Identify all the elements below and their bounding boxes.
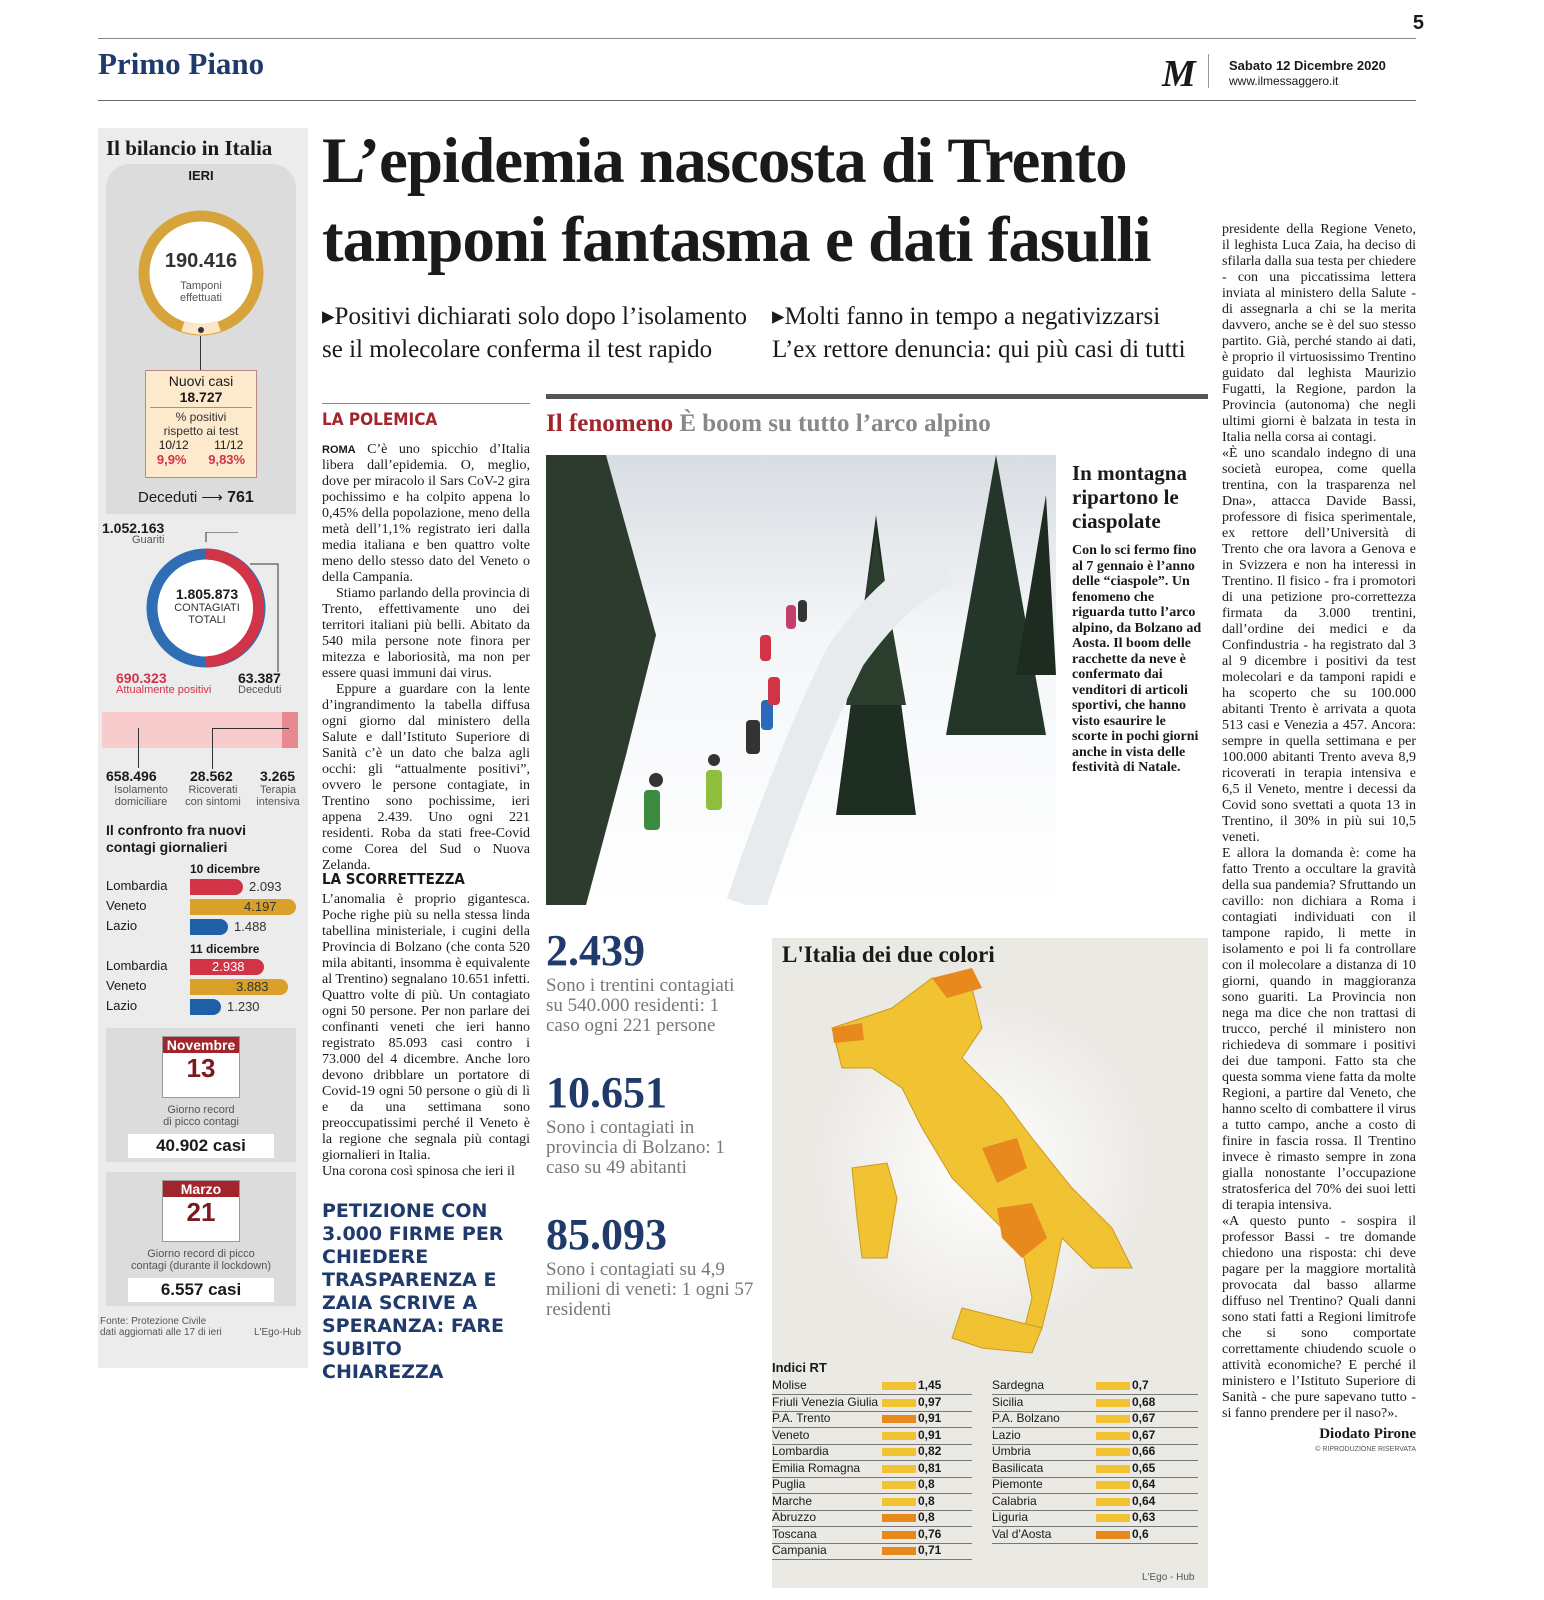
guariti-value: 1.052.163 — [102, 520, 165, 536]
newspaper-logo: M — [1162, 53, 1196, 95]
deck-left — [322, 300, 762, 366]
confronto-value: 1.230 — [227, 999, 260, 1014]
italy-map — [772, 968, 1208, 1368]
rt-value: 0,8 — [918, 1493, 935, 1508]
paragraph-5: Una corona così spinosa che ieri il — [322, 1164, 515, 1179]
paragraph-3: Eppure a guardare con la lente d’ingrandimento la tabella diffusa ogni giorno dal ministero della Salute e dall’Istituto Superiore di Sanità c’è un dato che balza agli occhi: gli “attualmente positivi”, ovvero le persone contagiate, in Trentino sono pochissime, ieri appena 2.439. Uno ogni 221 residenti. Roba da stati free-Covid come Corea del Sud o Nuova Zelanda. — [322, 682, 530, 873]
rt-row — [992, 1477, 1198, 1494]
ricoverati-value: 28.562 — [190, 768, 233, 784]
rt-row — [992, 1510, 1198, 1527]
confronto-row — [106, 878, 302, 898]
stat-block — [546, 925, 756, 1036]
rt-region: Val d'Aosta — [992, 1526, 1052, 1541]
stat-value: 85.093 — [546, 1210, 667, 1259]
panel-title: Il bilancio in Italia — [106, 136, 273, 160]
deck-right — [772, 300, 1212, 366]
tamponi-ring — [136, 208, 266, 338]
header-rule — [98, 100, 1416, 101]
rt-zone-swatch — [882, 1448, 916, 1456]
rt-region: Abruzzo — [772, 1510, 817, 1524]
fenomeno-bar — [546, 394, 1208, 399]
header-divider — [1208, 54, 1209, 88]
rt-row — [772, 1527, 972, 1544]
nuovi-casi-label: Nuovi casi — [168, 373, 234, 389]
author: Diodato Pirone — [1319, 1426, 1416, 1442]
rt-region: Sicilia — [992, 1394, 1024, 1409]
rt-row — [992, 1428, 1198, 1445]
source-note: Fonte: Protezione Civile dati aggiornati alle 17 di ieri — [100, 1316, 222, 1338]
map-title: L'Italia dei due colori — [782, 942, 995, 967]
rt-zone-swatch — [882, 1382, 916, 1390]
cal2-month: Marzo — [163, 1181, 239, 1197]
rt-zone-swatch — [1096, 1481, 1130, 1489]
confronto-value: 4.197 — [244, 899, 277, 914]
page-number: 5 — [1412, 12, 1424, 34]
rt-value: 0,8 — [918, 1477, 935, 1491]
rt-row — [772, 1543, 972, 1560]
rt-value: 0,67 — [1132, 1427, 1156, 1442]
snowshoe-photo — [546, 455, 1056, 905]
rt-zone-swatch — [882, 1415, 916, 1423]
callout-quote: PETIZIONE CON 3.000 FIRME PER CHIEDERE TRASPARENZA E ZAIA SCRIVE A SPERANZA: FARE SUBITO CHIAREZZA — [322, 1200, 504, 1383]
deceduti-totale-value: 63.387 — [238, 670, 281, 686]
rt-zone-swatch — [1096, 1399, 1130, 1407]
rt-value: 0,91 — [918, 1427, 942, 1442]
confronto-row — [106, 978, 302, 998]
rt-value: 0,8 — [918, 1510, 935, 1524]
rt-row — [992, 1444, 1198, 1461]
confronto-value: 3.883 — [236, 979, 269, 994]
tamponi-label: Tamponi effettuati — [180, 280, 222, 304]
rt-row — [772, 1494, 972, 1511]
rt-zone-swatch — [1096, 1531, 1130, 1539]
deck-left-line2: se il molecolare conferma il test rapido — [322, 336, 713, 363]
paragraph-4: L’anomalia è proprio gigantesca. Poche righe più su nella stessa lindа tabellina ministeriale, i cugini della Provincia di Bolzano (che conta 520 mila abitanti, insomma è equivalente al Trentino) segnalano 10.651 infetti. Quattro volte di più. Un contagiato ogni 50 persone. Per non parlare dei confinanti veneti che ieri hanno registrato 85.093 casi contro i 73.000 del 4 dicembre. Anche loro devono dribblare un portatore di Covid-19 ogni 50 persone o giù di lì e da una settimana sono preoccupatissimi perché il Veneto è la regione che segnala più contagi giornalieri in Italia. — [322, 892, 530, 1163]
day1-label: 10 dicembre — [190, 862, 261, 876]
top-rule — [98, 38, 1416, 39]
rt-zone-swatch — [882, 1465, 916, 1473]
rt-zone-swatch — [1096, 1465, 1130, 1473]
confronto-value: 2.093 — [249, 879, 282, 894]
rt-row — [772, 1461, 972, 1478]
stat-value: 2.439 — [546, 926, 645, 975]
paragraph-2: Stiamo parlando della provincia di Trento, effettivamente uno dei territori italiani più belli. Abitato da 540 mila persone note finora per mitezza e laboriosità, ma non per essere quasi immuni dai virus. — [322, 586, 530, 681]
rt-region: Calabria — [992, 1493, 1037, 1508]
confronto-bar — [190, 899, 296, 915]
perc-values: 9,9% 9,83% — [156, 452, 246, 467]
confronto-rows-11dic — [106, 958, 302, 1018]
rt-region: Basilicata — [992, 1460, 1044, 1475]
map-credit: L'Ego - Hub — [1142, 1572, 1195, 1583]
rt-title: Indici RT — [772, 1360, 827, 1375]
contagiati-value: 1.805.873 — [175, 586, 239, 602]
rt-row — [772, 1428, 972, 1445]
rt-row — [992, 1395, 1198, 1412]
rt-row — [772, 1444, 972, 1461]
tamponi-value: 190.416 — [164, 250, 238, 272]
rt-region: Umbria — [992, 1444, 1031, 1458]
kicker-polemica: LA POLEMICA — [322, 410, 438, 430]
rt-value: 0,71 — [918, 1543, 942, 1557]
rt-zone-swatch — [1096, 1448, 1130, 1456]
terapia-value: 3.265 — [260, 768, 296, 784]
cal1-month: Novembre — [163, 1037, 239, 1053]
perc-label: % positivi rispetto ai test — [163, 410, 239, 438]
snow-scene-image — [546, 455, 1056, 905]
deck-left-line1: ▸Positivi dichiarati solo dopo l’isolamento — [322, 303, 748, 330]
photo-caption-box — [1060, 455, 1208, 905]
rt-region: P.A. Bolzano — [992, 1411, 1060, 1425]
confronto-region: Lazio — [106, 998, 138, 1013]
column-rule — [322, 403, 530, 404]
stat-caption: Sono i contagiati su 4,9 milioni di veneti: 1 ogni 57 residenti — [546, 1259, 754, 1320]
rt-value: 0,65 — [1132, 1460, 1156, 1475]
nuovi-casi-box — [145, 370, 257, 478]
rt-zone-swatch — [1096, 1514, 1130, 1522]
article-column-1 — [322, 442, 530, 874]
rt-region: Puglia — [772, 1477, 806, 1491]
rt-region: Sardegna — [992, 1378, 1045, 1392]
rt-row — [992, 1494, 1198, 1511]
attuali-value: 690.323 — [116, 670, 167, 686]
rt-region: Liguria — [992, 1510, 1029, 1524]
confronto-title: Il confronto fra nuovi contagi giornalieri — [106, 822, 246, 855]
website-link[interactable]: www.ilmessaggero.it — [1229, 74, 1339, 88]
fenomeno-title: È boom su tutto l’arco alpino — [679, 410, 991, 437]
copyright: © RIPRODUZIONE RISERVATA — [1315, 1446, 1416, 1453]
confronto-rows-10dic — [106, 878, 302, 938]
photo-caption-text: Con lo sci fermo fino al 7 gennaio è l’anno delle “ciaspole”. Un fenomeno che riguarda tutto l’arco alpino, da Bolzano ad Aosta. Il boom delle racchette da neve è confermato dai venditori di articoli sportivi, che hanno visto esaurire le scorte in pochi giorni anche in vista delle festività di Natale. — [1072, 543, 1202, 775]
dateline: ROMA — [322, 444, 356, 456]
confronto-bar — [190, 879, 243, 895]
rt-row — [772, 1395, 972, 1412]
guariti-label: Guariti — [132, 534, 165, 546]
rt-region: Lazio — [992, 1427, 1021, 1442]
rt-value: 0,76 — [918, 1526, 942, 1541]
cal2-day: 21 — [186, 1197, 216, 1227]
cal1-label: Giorno record di picco contagi — [163, 1104, 239, 1128]
section-title: Primo Piano — [98, 46, 265, 81]
perc-dates: 10/12 11/12 — [158, 438, 244, 452]
calendar-icon — [162, 1180, 240, 1242]
confronto-region: Veneto — [106, 898, 147, 913]
cal2-cases: 6.557 casi — [128, 1278, 274, 1302]
stat-block — [546, 1067, 756, 1178]
map-panel — [772, 938, 1208, 1588]
kicker-scorrettezza: LA SCORRETTEZZA — [322, 870, 465, 888]
stat-caption: Sono i trentini contagiati su 540.000 residenti: 1 caso ogni 221 persone — [546, 975, 735, 1036]
paragraph-right-4: «A questo punto - sospira il professor Bassi - tre domande chiedono una risposta: chi deve pagare per la maggiore mortalità provocata dal basso allarme diffuso nel Trentino? Quali danni sono stati fatti a Regioni limitrofe che si sono comportate correttamente chiudendo scuole o attività economiche? E perché il ministero e l’Istituto Superiore di Sanità - che pure sapevano tutto - si fanno prendere per il naso?». — [1222, 1214, 1416, 1421]
rt-row — [772, 1411, 972, 1428]
paragraph-right-1: presidente della Regione Veneto, il leghista Luca Zaia, ha deciso di sfilarla dalla sua testa per chiedere - con una piccatissima lettera inviata al ministero della Salute - di assegnarla a chi se la merita davvero, anche se è del suo stesso partito. Già, perché stando ai dati, è proprio il virtuosissimo Trentino guidato dal leghista Maurizio Fugatti, la Regione, pardon la Provincia (autonoma) che negli ultimi giorni è balzata in testa in Italia nella corsa ai contagi. — [1222, 222, 1416, 445]
confronto-region: Lazio — [106, 918, 138, 933]
rt-value: 0,91 — [918, 1411, 942, 1425]
rt-region: Emilia Romagna — [772, 1460, 861, 1475]
cal1-day: 13 — [186, 1053, 216, 1083]
rt-zone-swatch — [882, 1481, 916, 1489]
fenomeno-kicker: Il fenomeno — [546, 410, 674, 437]
contagiati-label: CONTAGIATI TOTALI — [174, 602, 240, 626]
panel-credit: L'Ego-Hub — [254, 1327, 301, 1338]
connector-line — [200, 336, 201, 370]
rt-value: 1,45 — [918, 1378, 942, 1392]
rt-region: P.A. Trento — [772, 1411, 831, 1425]
photo-caption-title: In montagna ripartono le ciaspolate — [1072, 461, 1187, 533]
stat-block — [546, 1209, 756, 1320]
rt-region: Marche — [772, 1493, 813, 1508]
cal1-cases: 40.902 casi — [128, 1134, 274, 1158]
rt-zone-swatch — [1096, 1382, 1130, 1390]
rt-value: 0,81 — [918, 1460, 942, 1475]
rt-zone-swatch — [882, 1399, 916, 1407]
day2-label: 11 dicembre — [190, 942, 260, 956]
rt-zone-swatch — [882, 1531, 916, 1539]
confronto-region: Lombardia — [106, 958, 168, 973]
confronto-row — [106, 898, 302, 918]
headline-line2: tamponi fantasma e dati fasulli — [322, 204, 1151, 276]
rt-zone-swatch — [882, 1432, 916, 1440]
isolamento-label: Isolamento domiciliare — [114, 784, 168, 808]
confronto-bar — [190, 999, 221, 1015]
confronto-row — [106, 958, 302, 978]
rt-region: Molise — [772, 1378, 807, 1392]
deceduti-row: Deceduti ⟶ 761 — [138, 489, 254, 506]
rt-value: 0,97 — [918, 1394, 942, 1409]
rt-row — [992, 1527, 1198, 1544]
rt-value: 0,7 — [1132, 1378, 1149, 1392]
deceduti-totale-label: Deceduti — [238, 684, 282, 696]
rt-value: 0,64 — [1132, 1493, 1156, 1508]
terapia-label: Terapia intensiva — [256, 784, 300, 808]
paragraph-1: C’è uno spicchio d’Italia libera dall’epidemia. O, meglio, dove per miracolo il Sars CoV-2 gira pochissimo e ha colpito appena lo 0,45% della popolazione, meno della metà dell’1,1% registrato ieri dalla media italiana e ben quattro volte meno dello stesso dato del Veneto o della Campania. — [322, 442, 531, 585]
stat-value: 10.651 — [546, 1068, 667, 1117]
ricoverati-label: Ricoverati con sintomi — [185, 784, 241, 808]
article-column-3 — [1222, 222, 1416, 1458]
rt-value: 0,82 — [918, 1444, 942, 1458]
article-column-2 — [322, 892, 530, 1180]
deck-right-line2: L’ex rettore denuncia: qui più casi di tutti — [772, 336, 1186, 363]
rt-value: 0,64 — [1132, 1477, 1156, 1491]
rt-zone-swatch — [882, 1498, 916, 1506]
headline-line1: L’epidemia nascosta di Trento — [322, 125, 1127, 197]
cal2-label: Giorno record di picco contagi (durante il lockdown) — [130, 1248, 272, 1272]
rt-region: Toscana — [772, 1526, 817, 1541]
rt-row — [992, 1411, 1198, 1428]
rt-row — [772, 1378, 972, 1395]
rt-row — [992, 1461, 1198, 1478]
rt-zone-swatch — [1096, 1498, 1130, 1506]
deck-right-line1: ▸Molti fanno in tempo a negativizzarsi — [772, 303, 1161, 330]
isolamento-value: 658.496 — [106, 768, 157, 784]
confronto-value: 1.488 — [234, 919, 267, 934]
calendar-icon — [162, 1036, 240, 1098]
paragraph-right-2: «È uno scandalo indegno di una società europea, come quella trentina, con la trasparenza nel Dna», attacca Davide Bassi, professore di fisica sperimentale, ex rettore dell’Università di Trento che ora lavora a Genova e in Svizzera e non ha interessi in Trentino. Il fisico - fra i promotori di una petizione pro-correttezza firmata da 3.000 trentini, dall’ordine dei medici e da Confindustria - ha registrato dal 3 al 9 dicembre i positivi da test molecolari e da tamponi rapidi e ha scoperto che su 100.000 abitanti Trento è arrivata a quota 513 casi e Venezia a 457. Ancora: sempre in quella settimana e per 100.000 abitanti Trento aveva 8,9 ricoverati in terapia intensiva e 6,5 il Veneto, mentre i decessi da Covid sono svettati a quota 13 in Trentino, il 30% in più sui 10,5 veneti. — [1222, 446, 1416, 845]
confronto-row — [106, 918, 302, 938]
rt-value: 0,63 — [1132, 1510, 1156, 1524]
rt-zone-swatch — [1096, 1432, 1130, 1440]
confronto-region: Lombardia — [106, 878, 168, 893]
ieri-label: IERI — [188, 168, 214, 183]
rt-value: 0,67 — [1132, 1411, 1156, 1425]
infographic-panel — [98, 128, 308, 1368]
rt-region: Lombardia — [772, 1444, 829, 1458]
rt-value: 0,6 — [1132, 1526, 1149, 1541]
rt-zone-swatch — [882, 1514, 916, 1522]
stat-caption: Sono i contagiati in provincia di Bolzano: 1 caso su 49 abitanti — [546, 1117, 725, 1178]
fenomeno-heading — [546, 410, 991, 438]
rt-row — [992, 1378, 1198, 1395]
confronto-bar — [190, 919, 228, 935]
rt-zone-swatch — [882, 1547, 916, 1555]
rt-region: Campania — [772, 1543, 827, 1557]
iso-leader — [138, 728, 139, 768]
ric-leader — [212, 728, 289, 769]
rt-region: Piemonte — [992, 1477, 1043, 1491]
rt-row — [772, 1477, 972, 1494]
paragraph-right-3: E allora la domanda è: come ha fatto Trento a occultare la gravità della sua pandemia? Sfruttando un cavillo: non dichiara a Roma i contagiati individuati con il tampone rapido, li mette in isolamento e poi li fa controllare con il molecolare a distanza di 10 giorni, quando in maggioranza sono guariti. La Provincia non nega ma dice che non trattasi di trucco, perché il ministero non richiedeva di sommare i positivi dei due tamponi. Fatto sta che questa somma viene fatta da molte Regioni, a partire dal Veneto, che hanno scelto di combattere il virus a tutto campo, anche a costo di finire in fascia rossa. Il Trentino invece è rimasto sempre in zona gialla nonostante l’occupazione stratosferica del 70% dei suoi letti di terapia intensiva. — [1222, 846, 1416, 1213]
rt-region: Veneto — [772, 1427, 810, 1442]
rt-row — [772, 1510, 972, 1527]
rt-value: 0,66 — [1132, 1444, 1156, 1458]
rt-zone-swatch — [1096, 1415, 1130, 1423]
rt-region: Friuli Venezia Giulia — [772, 1394, 879, 1409]
confronto-row — [106, 998, 302, 1018]
confronto-value: 2.938 — [212, 959, 245, 974]
issue-date: Sabato 12 Dicembre 2020 — [1229, 58, 1386, 73]
confronto-region: Veneto — [106, 978, 147, 993]
rt-value: 0,68 — [1132, 1394, 1156, 1409]
nuovi-casi-value: 18.727 — [179, 389, 223, 405]
attuali-label: Attualmente positivi — [116, 684, 212, 696]
headline — [322, 122, 1212, 280]
